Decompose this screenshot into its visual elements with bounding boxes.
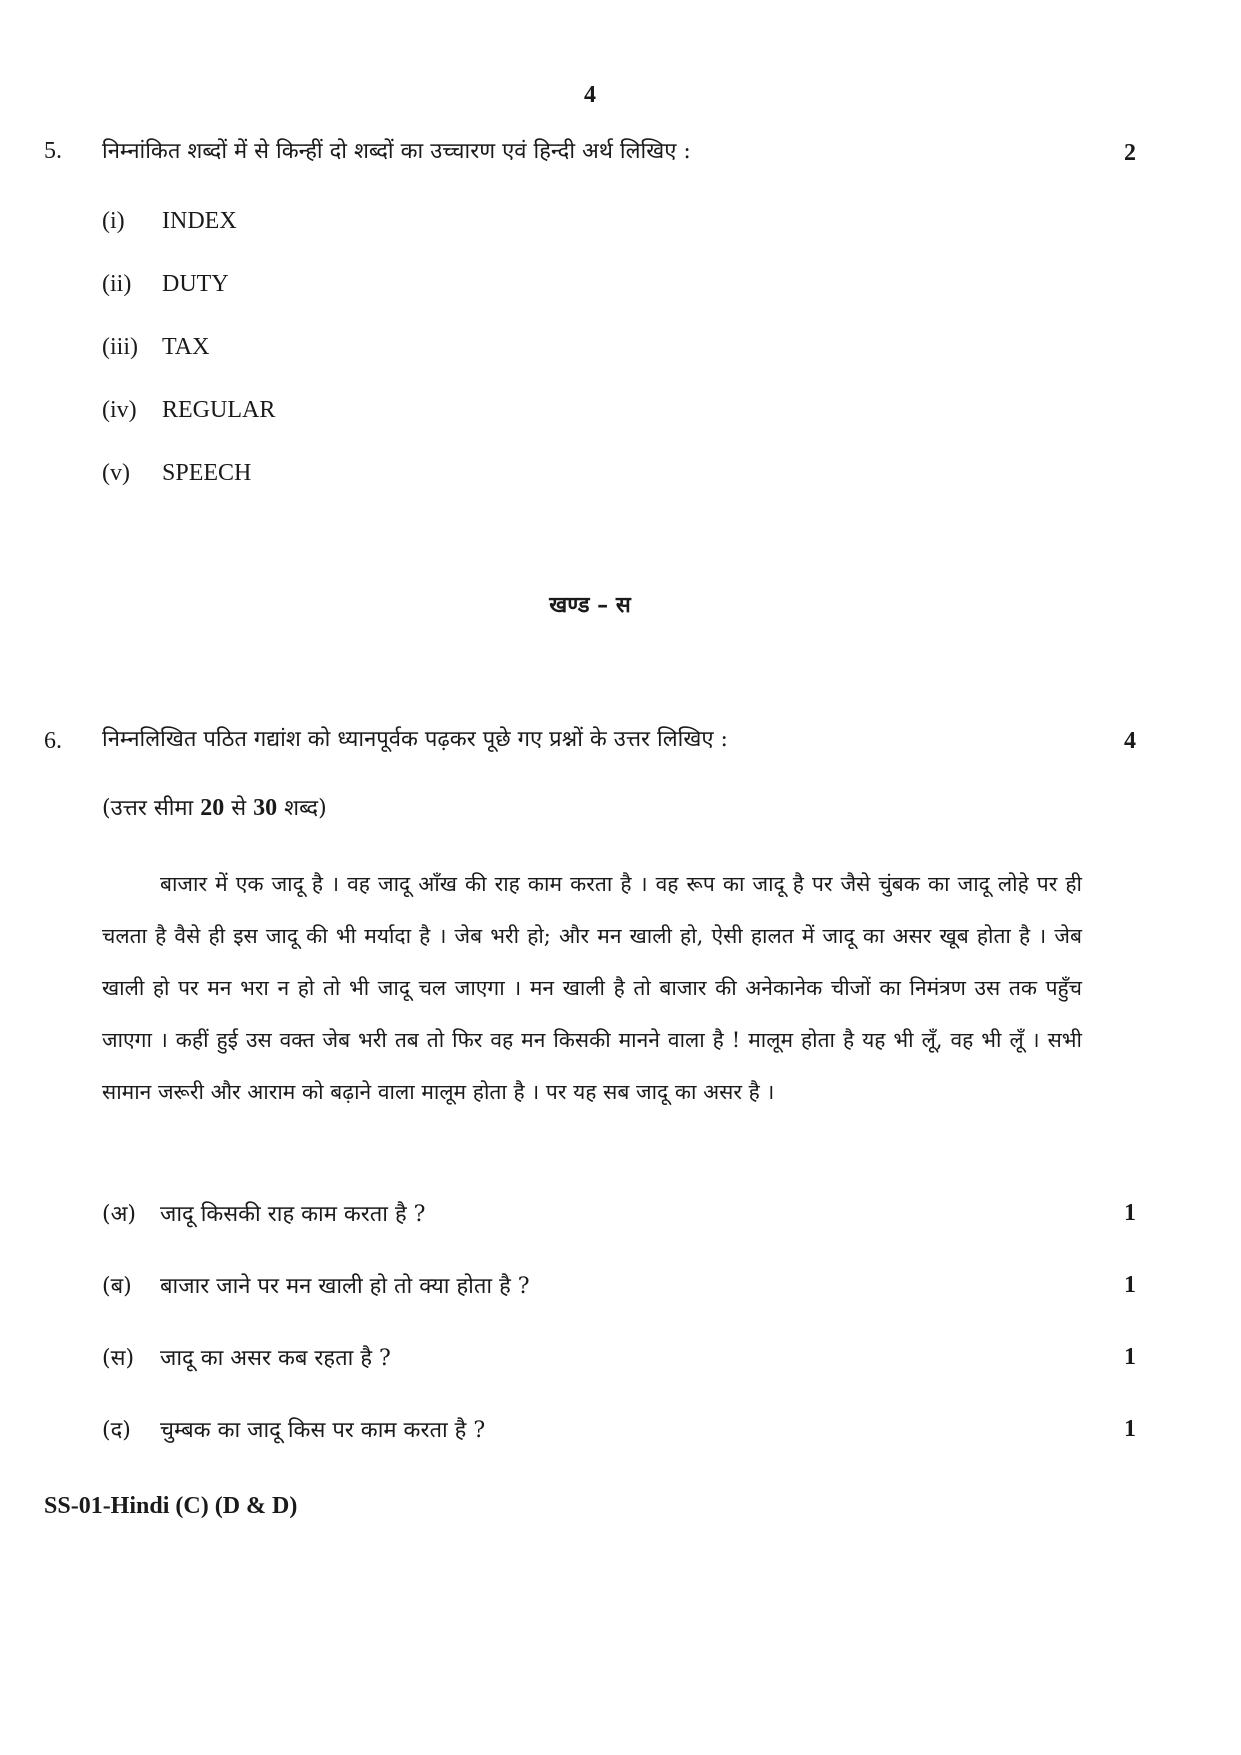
word-item-word: TAX [162, 334, 210, 360]
passage: बाजार में एक जादू है । वह जादू आँख की राह काम करता है । वह रूप का जादू है पर जैसे चुंबक का जादू लोहे पर ही चलता है वैसे ही इस जादू की भी मर्यादा है । जेब भरी हो; और मन खाली हो, ऐसी हालत में जादू का असर खूब होता है । जेब खाली हो पर मन भरा न हो तो भी जादू चल जाएगा । मन खाली है तो बाजार की अनेकानेक चीजों का निमंत्रण उस तक पहुँच जाएगा । कहीं हुई उस वक्त जेब भरी तब तो फिर वह मन किसकी मानने वाला है ! मालूम होता है यह भी लूँ, वह भी लूँ । सभी सामान जरूरी और आराम को बढ़ाने वाला मालूम होता है । पर यह सब जादू का असर है । [102, 872, 1082, 1104]
word-limit-suffix: शब्द) [277, 796, 327, 821]
word-item [102, 397, 275, 424]
word-item-word: REGULAR [162, 397, 276, 423]
question-6-marks: 4 [1124, 728, 1136, 754]
word-item-label: (ii) [102, 271, 132, 297]
word-item [102, 208, 237, 235]
sub-question-marks: 1 [1124, 1344, 1136, 1370]
sub-question-text: जादू का असर कब रहता है ? [160, 1346, 391, 1371]
sub-question-text: बाजार जाने पर मन खाली हो तो क्या होता है ? [160, 1274, 530, 1299]
word-item-word: DUTY [162, 271, 229, 297]
sub-question-label: (द) [102, 1418, 131, 1443]
word-limit-max: 30 [253, 795, 278, 821]
word-item [102, 460, 251, 487]
word-limit-prefix: (उत्तर सीमा [102, 796, 201, 821]
sub-question-text: चुम्बक का जादू किस पर काम करता है ? [160, 1418, 486, 1443]
word-item-label: (i) [102, 208, 125, 234]
word-item-label: (v) [102, 460, 130, 486]
word-limit-mid: से [224, 796, 254, 821]
page-number: 4 [584, 82, 596, 108]
sub-question-label: (अ) [102, 1202, 136, 1227]
word-item [102, 271, 229, 298]
sub-question [102, 1342, 391, 1372]
sub-question-marks: 1 [1124, 1272, 1136, 1298]
section-title: खण्ड – स [549, 592, 631, 618]
sub-question-label: (ब) [102, 1274, 132, 1299]
sub-question-text: जादू किसकी राह काम करता है ? [160, 1202, 426, 1227]
sub-question [102, 1270, 530, 1300]
question-5-marks: 2 [1124, 140, 1136, 166]
question-6-number: 6. [44, 728, 62, 754]
word-item-label: (iv) [102, 397, 137, 423]
question-5-number: 5. [44, 138, 62, 164]
word-item [102, 334, 209, 361]
word-item-word: INDEX [162, 208, 237, 234]
sub-question [102, 1198, 425, 1228]
word-item-label: (iii) [102, 334, 138, 360]
question-6-text: निम्नलिखित पठित गद्यांश को ध्यानपूर्वक पढ़कर पूछे गए प्रश्नों के उत्तर लिखिए : [102, 727, 728, 752]
sub-question [102, 1414, 485, 1444]
word-limit [102, 792, 327, 822]
footer-code: SS-01-Hindi (C) (D & D) [44, 1493, 298, 1519]
sub-question-marks: 1 [1124, 1416, 1136, 1442]
question-5-text: निम्नांकित शब्दों में से किन्हीं दो शब्दों का उच्चारण एवं हिन्दी अर्थ लिखिए : [102, 139, 691, 164]
sub-question-marks: 1 [1124, 1200, 1136, 1226]
word-item-word: SPEECH [162, 460, 252, 486]
sub-question-label: (स) [102, 1346, 135, 1371]
word-limit-min: 20 [200, 795, 225, 821]
